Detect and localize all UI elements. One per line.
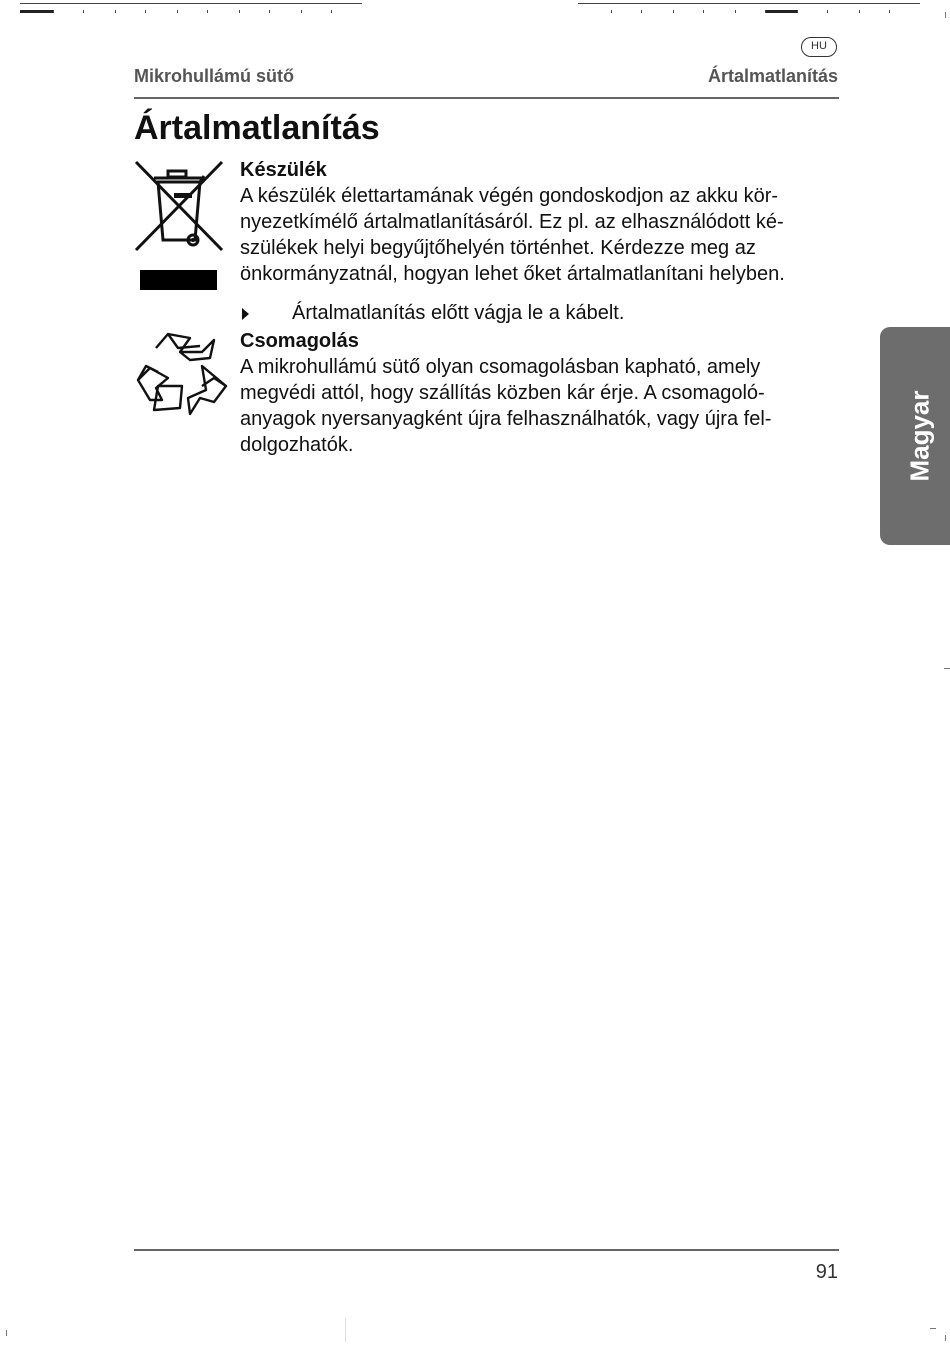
paragraph-line: szülékek helyi begyűjtőhelyén történhet. Kérdezze meg az <box>240 237 756 259</box>
crossed-out-wheelie-bin-icon <box>132 158 228 254</box>
section-device <box>240 157 840 287</box>
recycling-arrows-icon <box>132 328 230 420</box>
language-badge: HU <box>801 37 837 57</box>
page-title: Ártalmatlanítás <box>134 109 380 147</box>
paragraph-line: A mikrohullámú sütő olyan csomagolásban kapható, amely <box>240 356 761 378</box>
paragraph-device <box>240 183 840 287</box>
bullet-text: Ártalmatlanítás előtt vágja le a kábelt. <box>292 302 625 324</box>
paragraph-line: önkormányzatnál, hogyan lehet őket ártalmatlanítani helyben. <box>240 263 785 285</box>
crop-mark <box>945 1335 946 1341</box>
language-side-tab <box>880 327 950 545</box>
footer-divider <box>134 1249 839 1251</box>
crop-mark <box>6 1330 7 1336</box>
paragraph-line: dolgozhatók. <box>240 434 354 456</box>
paragraph-line: A készülék élettartamának végén gondoskodjon az akku kör- <box>240 185 779 207</box>
section-packaging <box>240 328 840 458</box>
side-tab-label: Magyar <box>904 390 935 482</box>
section-heading-packaging: Csomagolás <box>240 330 359 352</box>
paragraph-packaging <box>240 354 840 458</box>
paragraph-line: megvédi attól, hogy szállítás közben kár érje. A csomagoló- <box>240 382 765 404</box>
running-header-right: Ártalmatlanítás <box>707 66 838 86</box>
header-divider <box>134 97 839 99</box>
paragraph-line: nyezetkímélő ártalmatlanításáról. Ez pl. az elhasználódott ké- <box>240 211 784 233</box>
crop-strip-left <box>20 0 362 4</box>
section-heading-device: Készülék <box>240 159 327 181</box>
crop-strip-right <box>578 0 920 4</box>
page-number: 91 <box>815 1261 838 1283</box>
running-header-left: Mikrohullámú sütő <box>134 66 295 86</box>
crop-mark <box>345 1318 346 1342</box>
weee-black-bar <box>140 270 217 290</box>
paragraph-line: anyagok nyersanyagként újra felhasználhatók, vagy újra fel- <box>240 408 772 430</box>
crop-mark <box>944 668 950 669</box>
triangle-right-icon <box>242 308 249 320</box>
crop-mark <box>930 1328 936 1329</box>
crop-mark <box>945 12 946 18</box>
